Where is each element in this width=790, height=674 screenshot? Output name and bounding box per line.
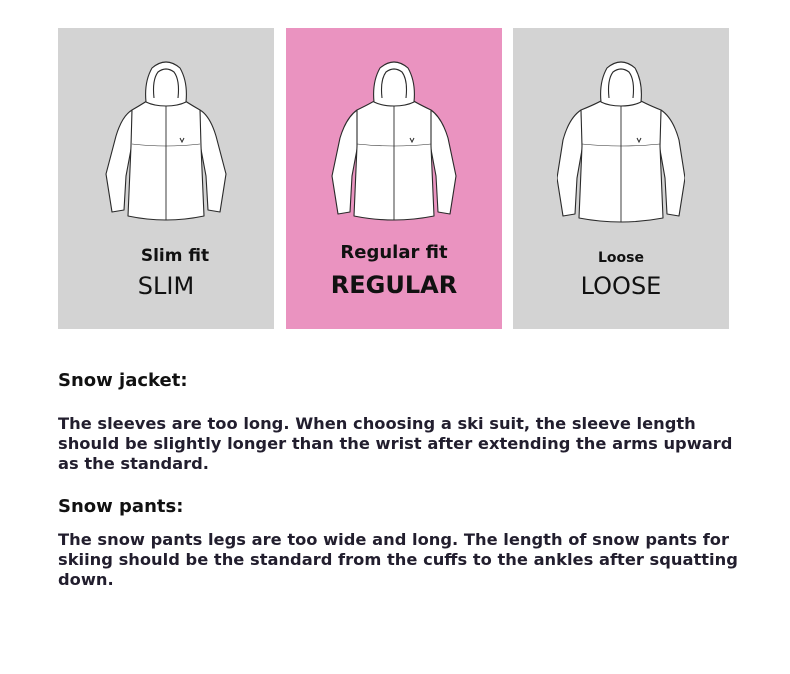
- jacket-slim-icon: [102, 56, 230, 226]
- fit-label: Loose: [598, 250, 644, 266]
- snow-jacket-text: The sleeves are too long. When choosing a ski suit, the sleeve length should be slightly longer than the wrist after extending the arms upward as the standard.: [58, 414, 733, 473]
- fit-code: REGULAR: [330, 271, 458, 299]
- fit-label: Regular fit: [340, 242, 448, 263]
- jacket-loose-icon: [557, 56, 685, 226]
- fit-options: [58, 28, 729, 329]
- fit-card-regular[interactable]: [286, 28, 502, 329]
- snow-pants-text: The snow pants legs are too wide and long. The length of snow pants for skiing should be the standard from the cuffs to the ankles after squatting down.: [58, 530, 738, 589]
- snow-pants-heading: Snow pants:: [58, 496, 184, 517]
- fit-card-loose[interactable]: [513, 28, 729, 329]
- jacket-regular-icon: [330, 56, 458, 226]
- fit-code: SLIM: [137, 272, 195, 300]
- fit-label: Slim fit: [140, 246, 210, 266]
- fit-code: LOOSE: [580, 272, 662, 300]
- snow-jacket-heading: Snow jacket:: [58, 370, 188, 391]
- fit-card-slim[interactable]: [58, 28, 274, 329]
